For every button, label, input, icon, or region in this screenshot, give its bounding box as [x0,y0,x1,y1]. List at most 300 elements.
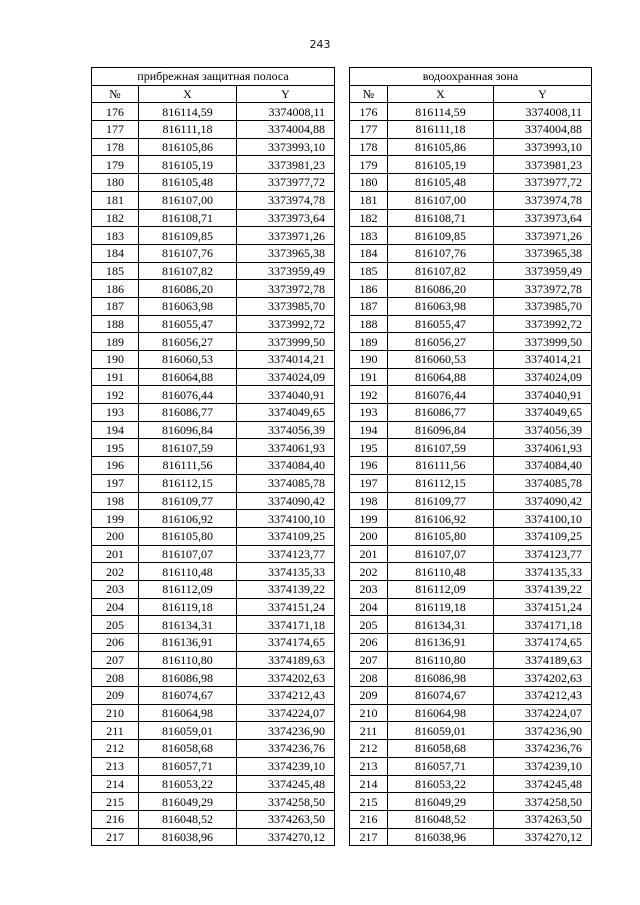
right-y-value: 3374100,10 [494,510,592,528]
right-x-value: 816105,86 [388,138,494,156]
right-y-value: 3373985,70 [494,297,592,315]
right-point-number: 181 [350,191,388,209]
column-gap [335,740,350,758]
right-x-value: 816064,88 [388,368,494,386]
table-row [92,757,592,775]
right-point-number: 197 [350,474,388,492]
left-y-value: 3373971,26 [237,227,335,245]
right-x-value: 816107,07 [388,545,494,563]
right-point-number: 214 [350,775,388,793]
column-gap [335,810,350,828]
coordinates-table [91,67,592,846]
table-row [92,563,592,581]
column-gap [335,386,350,404]
column-gap [335,492,350,510]
left-num-header: № [92,85,139,103]
left-x-value: 816107,59 [139,439,237,457]
left-y-value: 3374090,42 [237,492,335,510]
column-gap [335,262,350,280]
right-x-value: 816114,59 [388,103,494,121]
right-x-value: 816106,92 [388,510,494,528]
right-point-number: 188 [350,315,388,333]
right-y-value: 3374008,11 [494,103,592,121]
right-point-number: 215 [350,793,388,811]
right-point-number: 203 [350,580,388,598]
right-x-value: 816136,91 [388,634,494,652]
left-y-value: 3373993,10 [237,138,335,156]
left-x-value: 816058,68 [139,740,237,758]
left-point-number: 187 [92,297,139,315]
left-point-number: 178 [92,138,139,156]
right-x-value: 816108,71 [388,209,494,227]
right-point-number: 194 [350,421,388,439]
table-row [92,262,592,280]
left-x-value: 816086,77 [139,404,237,422]
left-point-number: 176 [92,103,139,121]
left-y-value: 3374224,07 [237,704,335,722]
right-y-value: 3374174,65 [494,634,592,652]
table-row [92,810,592,828]
column-gap [335,545,350,563]
column-gap [335,138,350,156]
right-y-value: 3373971,26 [494,227,592,245]
left-point-number: 207 [92,651,139,669]
left-y-value: 3374024,09 [237,368,335,386]
left-x-value: 816134,31 [139,616,237,634]
right-x-value: 816056,27 [388,333,494,351]
right-y-value: 3374189,63 [494,651,592,669]
right-x-value: 816112,09 [388,580,494,598]
right-point-number: 191 [350,368,388,386]
left-x-value: 816112,09 [139,580,237,598]
right-y-value: 3374109,25 [494,527,592,545]
left-point-number: 190 [92,351,139,369]
column-gap [335,563,350,581]
column-gap [335,351,350,369]
right-point-number: 205 [350,616,388,634]
table-row [92,580,592,598]
left-y-value: 3373972,78 [237,280,335,298]
right-x-value: 816119,18 [388,598,494,616]
left-x-value: 816136,91 [139,634,237,652]
right-point-number: 193 [350,404,388,422]
left-x-value: 816060,53 [139,351,237,369]
right-x-value: 816086,20 [388,280,494,298]
column-gap [335,757,350,775]
column-gap [335,669,350,687]
right-y-value: 3374171,18 [494,616,592,634]
right-x-value: 816038,96 [388,828,494,846]
table-row [92,297,592,315]
left-point-number: 189 [92,333,139,351]
left-y-value: 3374123,77 [237,545,335,563]
right-x-value: 816107,76 [388,244,494,262]
left-y-value: 3373959,49 [237,262,335,280]
right-y-value: 3373999,50 [494,333,592,351]
left-point-number: 209 [92,687,139,705]
right-point-number: 195 [350,439,388,457]
column-gap [335,775,350,793]
right-x-value: 816134,31 [388,616,494,634]
left-y-value: 3374258,50 [237,793,335,811]
column-gap [335,793,350,811]
right-x-value: 816058,68 [388,740,494,758]
column-gap [335,103,350,121]
table-row [92,209,592,227]
left-y-value: 3374151,24 [237,598,335,616]
right-y-value: 3373973,64 [494,209,592,227]
left-x-value: 816110,80 [139,651,237,669]
right-y-value: 3374202,63 [494,669,592,687]
right-x-value: 816048,52 [388,810,494,828]
right-point-number: 187 [350,297,388,315]
right-y-value: 3374024,09 [494,368,592,386]
right-point-number: 180 [350,174,388,192]
right-point-number: 183 [350,227,388,245]
right-y-value: 3374014,21 [494,351,592,369]
column-gap [335,527,350,545]
column-gap [335,368,350,386]
table-row [92,598,592,616]
table-row [92,138,592,156]
left-y-value: 3373974,78 [237,191,335,209]
left-point-number: 177 [92,121,139,139]
left-point-number: 179 [92,156,139,174]
table-row [92,740,592,758]
right-x-value: 816060,53 [388,351,494,369]
right-point-number: 182 [350,209,388,227]
left-x-value: 816119,18 [139,598,237,616]
right-x-value: 816057,71 [388,757,494,775]
left-point-number: 192 [92,386,139,404]
right-y-value: 3373981,23 [494,156,592,174]
left-y-value: 3374004,88 [237,121,335,139]
column-gap [335,209,350,227]
right-y-value: 3374061,93 [494,439,592,457]
left-y-value: 3374239,10 [237,757,335,775]
right-point-number: 189 [350,333,388,351]
column-gap [335,421,350,439]
left-point-number: 206 [92,634,139,652]
right-point-number: 176 [350,103,388,121]
table-row [92,669,592,687]
right-y-value: 3373974,78 [494,191,592,209]
right-y-value: 3374123,77 [494,545,592,563]
right-y-value: 3374139,22 [494,580,592,598]
table-row [92,492,592,510]
left-x-header: X [139,85,237,103]
table-row [92,545,592,563]
left-point-number: 199 [92,510,139,528]
right-point-number: 208 [350,669,388,687]
right-y-value: 3374236,90 [494,722,592,740]
left-point-number: 208 [92,669,139,687]
table-row [92,404,592,422]
left-point-number: 191 [92,368,139,386]
right-x-value: 816111,18 [388,121,494,139]
column-gap [335,174,350,192]
table-row [92,704,592,722]
left-y-value: 3374139,22 [237,580,335,598]
column-gap [335,687,350,705]
right-point-number: 190 [350,351,388,369]
right-y-value: 3373992,72 [494,315,592,333]
left-y-value: 3374049,65 [237,404,335,422]
right-x-value: 816049,29 [388,793,494,811]
left-x-value: 816111,18 [139,121,237,139]
right-x-value: 816086,98 [388,669,494,687]
left-x-value: 816048,52 [139,810,237,828]
column-gap [335,156,350,174]
left-y-value: 3373999,50 [237,333,335,351]
right-y-value: 3374245,48 [494,775,592,793]
column-gap [335,474,350,492]
left-y-value: 3373973,64 [237,209,335,227]
left-point-number: 202 [92,563,139,581]
left-x-value: 816105,80 [139,527,237,545]
right-point-number: 201 [350,545,388,563]
left-point-number: 214 [92,775,139,793]
left-x-value: 816064,88 [139,368,237,386]
right-x-value: 816055,47 [388,315,494,333]
left-point-number: 215 [92,793,139,811]
column-gap [335,651,350,669]
column-gap [335,616,350,634]
left-y-value: 3373985,70 [237,297,335,315]
left-x-value: 816111,56 [139,457,237,475]
table-row [92,457,592,475]
left-point-number: 212 [92,740,139,758]
right-y-value: 3373993,10 [494,138,592,156]
right-y-value: 3374056,39 [494,421,592,439]
table-row [92,651,592,669]
left-point-number: 195 [92,439,139,457]
right-x-value: 816109,77 [388,492,494,510]
right-y-value: 3374049,65 [494,404,592,422]
column-gap [335,704,350,722]
table-row [92,103,592,121]
right-y-value: 3374258,50 [494,793,592,811]
left-point-number: 180 [92,174,139,192]
right-point-number: 185 [350,262,388,280]
left-x-value: 816096,84 [139,421,237,439]
column-gap [335,244,350,262]
left-point-number: 198 [92,492,139,510]
right-point-number: 196 [350,457,388,475]
right-point-number: 186 [350,280,388,298]
column-gap [335,439,350,457]
left-y-value: 3373992,72 [237,315,335,333]
left-x-value: 816057,71 [139,757,237,775]
left-x-value: 816108,71 [139,209,237,227]
left-x-value: 816063,98 [139,297,237,315]
column-gap [335,510,350,528]
left-point-number: 194 [92,421,139,439]
left-y-value: 3374008,11 [237,103,335,121]
table-row [92,474,592,492]
right-y-value: 3374236,76 [494,740,592,758]
column-gap [335,580,350,598]
right-x-value: 816105,48 [388,174,494,192]
left-y-value: 3374270,12 [237,828,335,846]
section-title-row [92,68,592,86]
left-y-value: 3374202,63 [237,669,335,687]
left-point-number: 193 [92,404,139,422]
table-row [92,793,592,811]
right-x-value: 816086,77 [388,404,494,422]
right-point-number: 210 [350,704,388,722]
right-point-number: 211 [350,722,388,740]
right-y-value: 3374212,43 [494,687,592,705]
right-x-value: 816107,00 [388,191,494,209]
left-section-title: прибрежная защитная полоса [92,68,335,86]
right-x-value: 816112,15 [388,474,494,492]
right-y-value: 3373959,49 [494,262,592,280]
left-x-value: 816107,00 [139,191,237,209]
left-y-value: 3374263,50 [237,810,335,828]
right-x-value: 816105,80 [388,527,494,545]
table-row [92,439,592,457]
right-y-value: 3374004,88 [494,121,592,139]
right-num-header: № [350,85,388,103]
left-y-value: 3374014,21 [237,351,335,369]
right-x-value: 816110,80 [388,651,494,669]
right-y-value: 3374270,12 [494,828,592,846]
left-x-value: 816055,47 [139,315,237,333]
right-x-value: 816107,82 [388,262,494,280]
left-x-value: 816109,77 [139,492,237,510]
left-point-number: 186 [92,280,139,298]
right-x-value: 816109,85 [388,227,494,245]
left-y-header: Y [237,85,335,103]
right-y-value: 3373965,38 [494,244,592,262]
left-point-number: 183 [92,227,139,245]
right-point-number: 177 [350,121,388,139]
right-x-value: 816110,48 [388,563,494,581]
table-row [92,527,592,545]
table-row [92,174,592,192]
column-gap [335,227,350,245]
table-row [92,244,592,262]
left-x-value: 816106,92 [139,510,237,528]
right-x-value: 816105,19 [388,156,494,174]
left-point-number: 197 [92,474,139,492]
table-row [92,368,592,386]
left-y-value: 3374212,43 [237,687,335,705]
right-point-number: 212 [350,740,388,758]
left-point-number: 200 [92,527,139,545]
right-point-number: 216 [350,810,388,828]
right-point-number: 198 [350,492,388,510]
column-gap [335,85,350,103]
right-y-value: 3373977,72 [494,174,592,192]
right-y-value: 3374135,33 [494,563,592,581]
left-y-value: 3374061,93 [237,439,335,457]
table-row [92,156,592,174]
left-point-number: 196 [92,457,139,475]
left-point-number: 185 [92,262,139,280]
right-y-value: 3374040,91 [494,386,592,404]
left-point-number: 181 [92,191,139,209]
table-row [92,775,592,793]
table-row [92,634,592,652]
right-y-value: 3374151,24 [494,598,592,616]
right-point-number: 213 [350,757,388,775]
left-x-value: 816086,98 [139,669,237,687]
left-point-number: 201 [92,545,139,563]
left-x-value: 816056,27 [139,333,237,351]
left-point-number: 217 [92,828,139,846]
left-point-number: 216 [92,810,139,828]
left-y-value: 3374109,25 [237,527,335,545]
table-row [92,722,592,740]
table-row [92,421,592,439]
left-x-value: 816110,48 [139,563,237,581]
column-gap [335,121,350,139]
left-y-value: 3374084,40 [237,457,335,475]
left-point-number: 205 [92,616,139,634]
right-x-value: 816074,67 [388,687,494,705]
right-y-value: 3374085,78 [494,474,592,492]
right-point-number: 204 [350,598,388,616]
right-point-number: 217 [350,828,388,846]
table-row [92,510,592,528]
left-point-number: 210 [92,704,139,722]
table-row [92,280,592,298]
column-gap [335,68,350,86]
page-number: 243 [309,38,331,51]
column-gap [335,404,350,422]
column-gap [335,333,350,351]
right-y-value: 3373972,78 [494,280,592,298]
right-x-value: 816053,22 [388,775,494,793]
left-y-value: 3374171,18 [237,616,335,634]
table-row [92,191,592,209]
left-x-value: 816105,19 [139,156,237,174]
column-gap [335,315,350,333]
left-x-value: 816107,82 [139,262,237,280]
left-point-number: 213 [92,757,139,775]
header-row [92,85,592,103]
column-gap [335,191,350,209]
left-x-value: 816074,67 [139,687,237,705]
column-gap [335,722,350,740]
left-x-value: 816112,15 [139,474,237,492]
column-gap [335,598,350,616]
left-x-value: 816107,07 [139,545,237,563]
left-point-number: 203 [92,580,139,598]
right-point-number: 206 [350,634,388,652]
left-x-value: 816038,96 [139,828,237,846]
right-point-number: 179 [350,156,388,174]
column-gap [335,828,350,846]
right-x-value: 816059,01 [388,722,494,740]
right-y-value: 3374263,50 [494,810,592,828]
column-gap [335,280,350,298]
right-x-value: 816064,98 [388,704,494,722]
right-x-value: 816096,84 [388,421,494,439]
right-point-number: 207 [350,651,388,669]
right-y-value: 3374090,42 [494,492,592,510]
left-y-value: 3373981,23 [237,156,335,174]
left-y-value: 3374236,76 [237,740,335,758]
left-y-value: 3374056,39 [237,421,335,439]
left-x-value: 816049,29 [139,793,237,811]
right-point-number: 199 [350,510,388,528]
left-x-value: 816109,85 [139,227,237,245]
left-y-value: 3374174,65 [237,634,335,652]
left-y-value: 3374085,78 [237,474,335,492]
